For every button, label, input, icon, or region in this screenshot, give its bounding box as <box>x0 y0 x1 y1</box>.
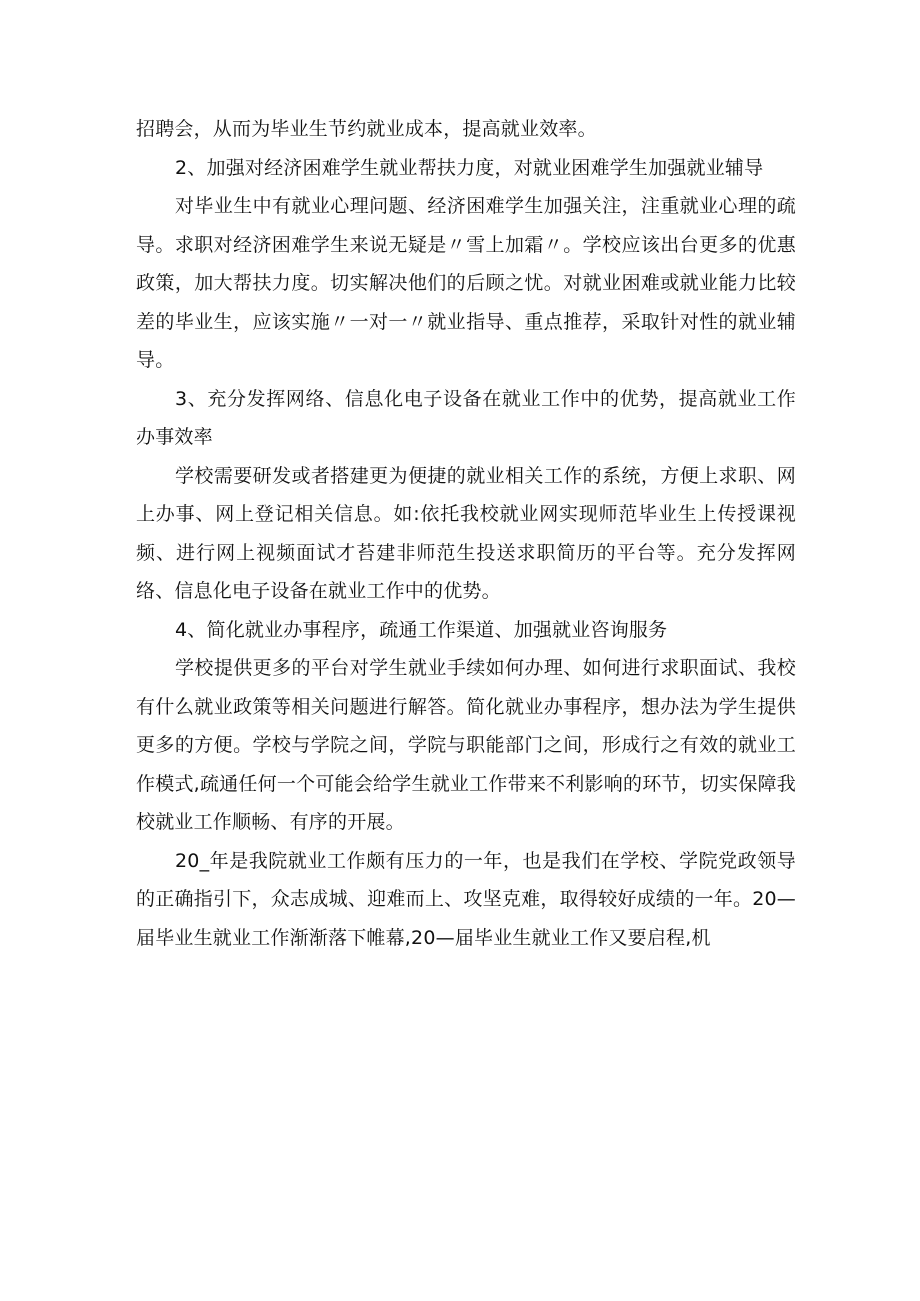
paragraph-7: 学校提供更多的平台对学生就业手续如何办理、如何进行求职面试、我校有什么就业政策等相关问题进行解答。简化就业办事程序，想办法为学生提供更多的方便。学校与学院之间，学院与职能部门之间，形成行之有效的就业工作模式,疏通任何一个可能会给学生就业工作带来不利影响的环节，切实保障我校就业工作顺畅、有序的开展。 <box>136 657 796 833</box>
paragraph-3: 对毕业生中有就业心理问题、经济困难学生加强关注，注重就业心理的疏导。求职对经济困难学生来说无疑是〃雪上加霜〃。学校应该出台更多的优惠政策，加大帮扶力度。切实解决他们的后顾之忧。对就业困难或就业能力比较差的毕业生，应该实施〃一对一〃就业指导、重点推荐，采取针对性的就业辅导。 <box>136 195 796 371</box>
document-body <box>136 110 796 957</box>
paragraph-6-heading: 4、简化就业办事程序，疏通工作渠道、加强就业咨询服务 <box>175 618 668 641</box>
paragraph-4-heading: 3、充分发挥网络、信息化电子设备在就业工作中的优势，提高就业工作办事效率 <box>136 387 796 448</box>
paragraph-2-heading: 2、加强对经济困难学生就业帮扶力度，对就业困难学生加强就业辅导 <box>175 156 764 179</box>
paragraph-1: 招聘会，从而为毕业生节约就业成本，提高就业效率。 <box>136 118 597 140</box>
paragraph-8: 20_年是我院就业工作颇有压力的一年，也是我们在学校、学院党政领导的正确指引下，众志成城、迎难而上、攻坚克难，取得较好成绩的一年。20—届毕业生就业工作渐渐落下帷幕,20—届毕业生就业工作又要启程,机 <box>136 849 796 949</box>
paragraph-5: 学校需要研发或者搭建更为便捷的就业相关工作的系统，方便上求职、网上办事、网上登记相关信息。如:依托我校就业网实现师范毕业生上传授课视频、进行网上视频面试才苔建非师范生投送求职简历的平台等。充分发挥网络、信息化电子设备在就业工作中的优势。 <box>136 464 796 602</box>
